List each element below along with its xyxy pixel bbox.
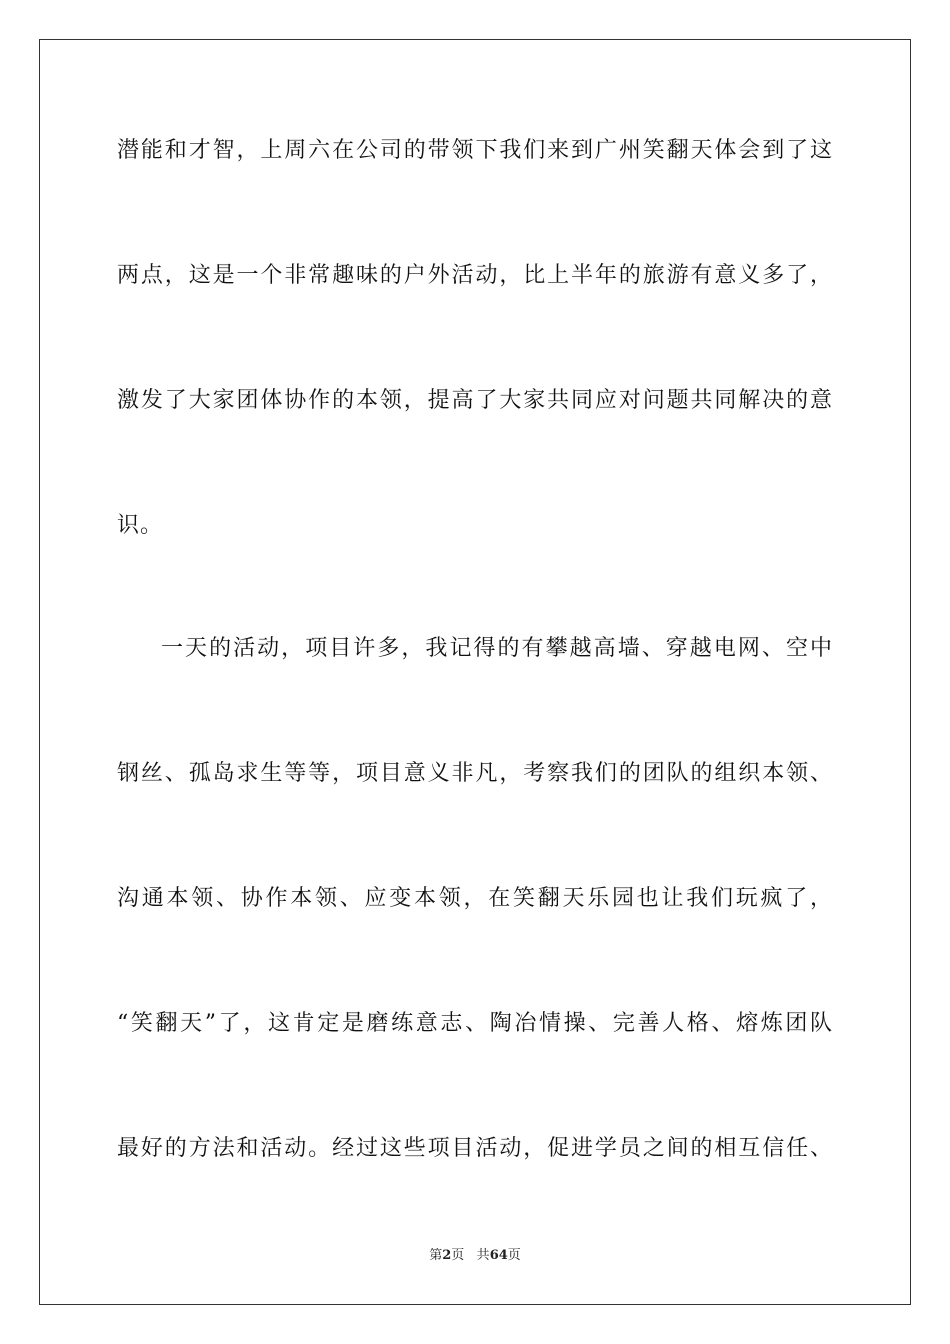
page-footer: [0, 1248, 950, 1264]
paragraph-line-2: 两点，这是一个非常趣味的户外活动，比上半年的旅游有意义多了，: [117, 263, 833, 288]
footer-gap: [464, 1248, 476, 1263]
paragraph-line-9: 最好的方法和活动。经过这些项目活动，促进学员之间的相互信任、: [117, 1136, 833, 1161]
paragraph-line-4: 识。: [117, 513, 164, 538]
paragraph-line-6: 钢丝、孤岛求生等等，项目意义非凡，考察我们的团队的组织本领、: [117, 761, 833, 786]
paragraph-line-3: 激发了大家团体协作的本领，提高了大家共同应对问题共同解决的意: [117, 388, 833, 413]
paragraph-line-7: 沟通本领、协作本领、应变本领，在笑翻天乐园也让我们玩疯了，: [117, 886, 833, 911]
footer-prefix: 第: [429, 1248, 443, 1263]
page-border: [39, 39, 911, 1305]
total-page-count: 64: [489, 1248, 508, 1263]
paragraph-line-1: 潜能和才智，上周六在公司的带领下我们来到广州笑翻天体会到了这: [117, 138, 833, 163]
paragraph-line-5: 一天的活动，项目许多，我记得的有攀越高墙、穿越电网、空中: [161, 636, 833, 661]
footer-total-prefix: 共: [476, 1248, 490, 1263]
footer-page-suffix: 页: [451, 1248, 465, 1263]
current-page-number: 2: [442, 1248, 452, 1263]
footer-total-suffix: 页: [507, 1248, 521, 1263]
paragraph-line-8: “笑翻天”了，这肯定是磨练意志、陶冶情操、完善人格、熔炼团队: [117, 1011, 833, 1036]
